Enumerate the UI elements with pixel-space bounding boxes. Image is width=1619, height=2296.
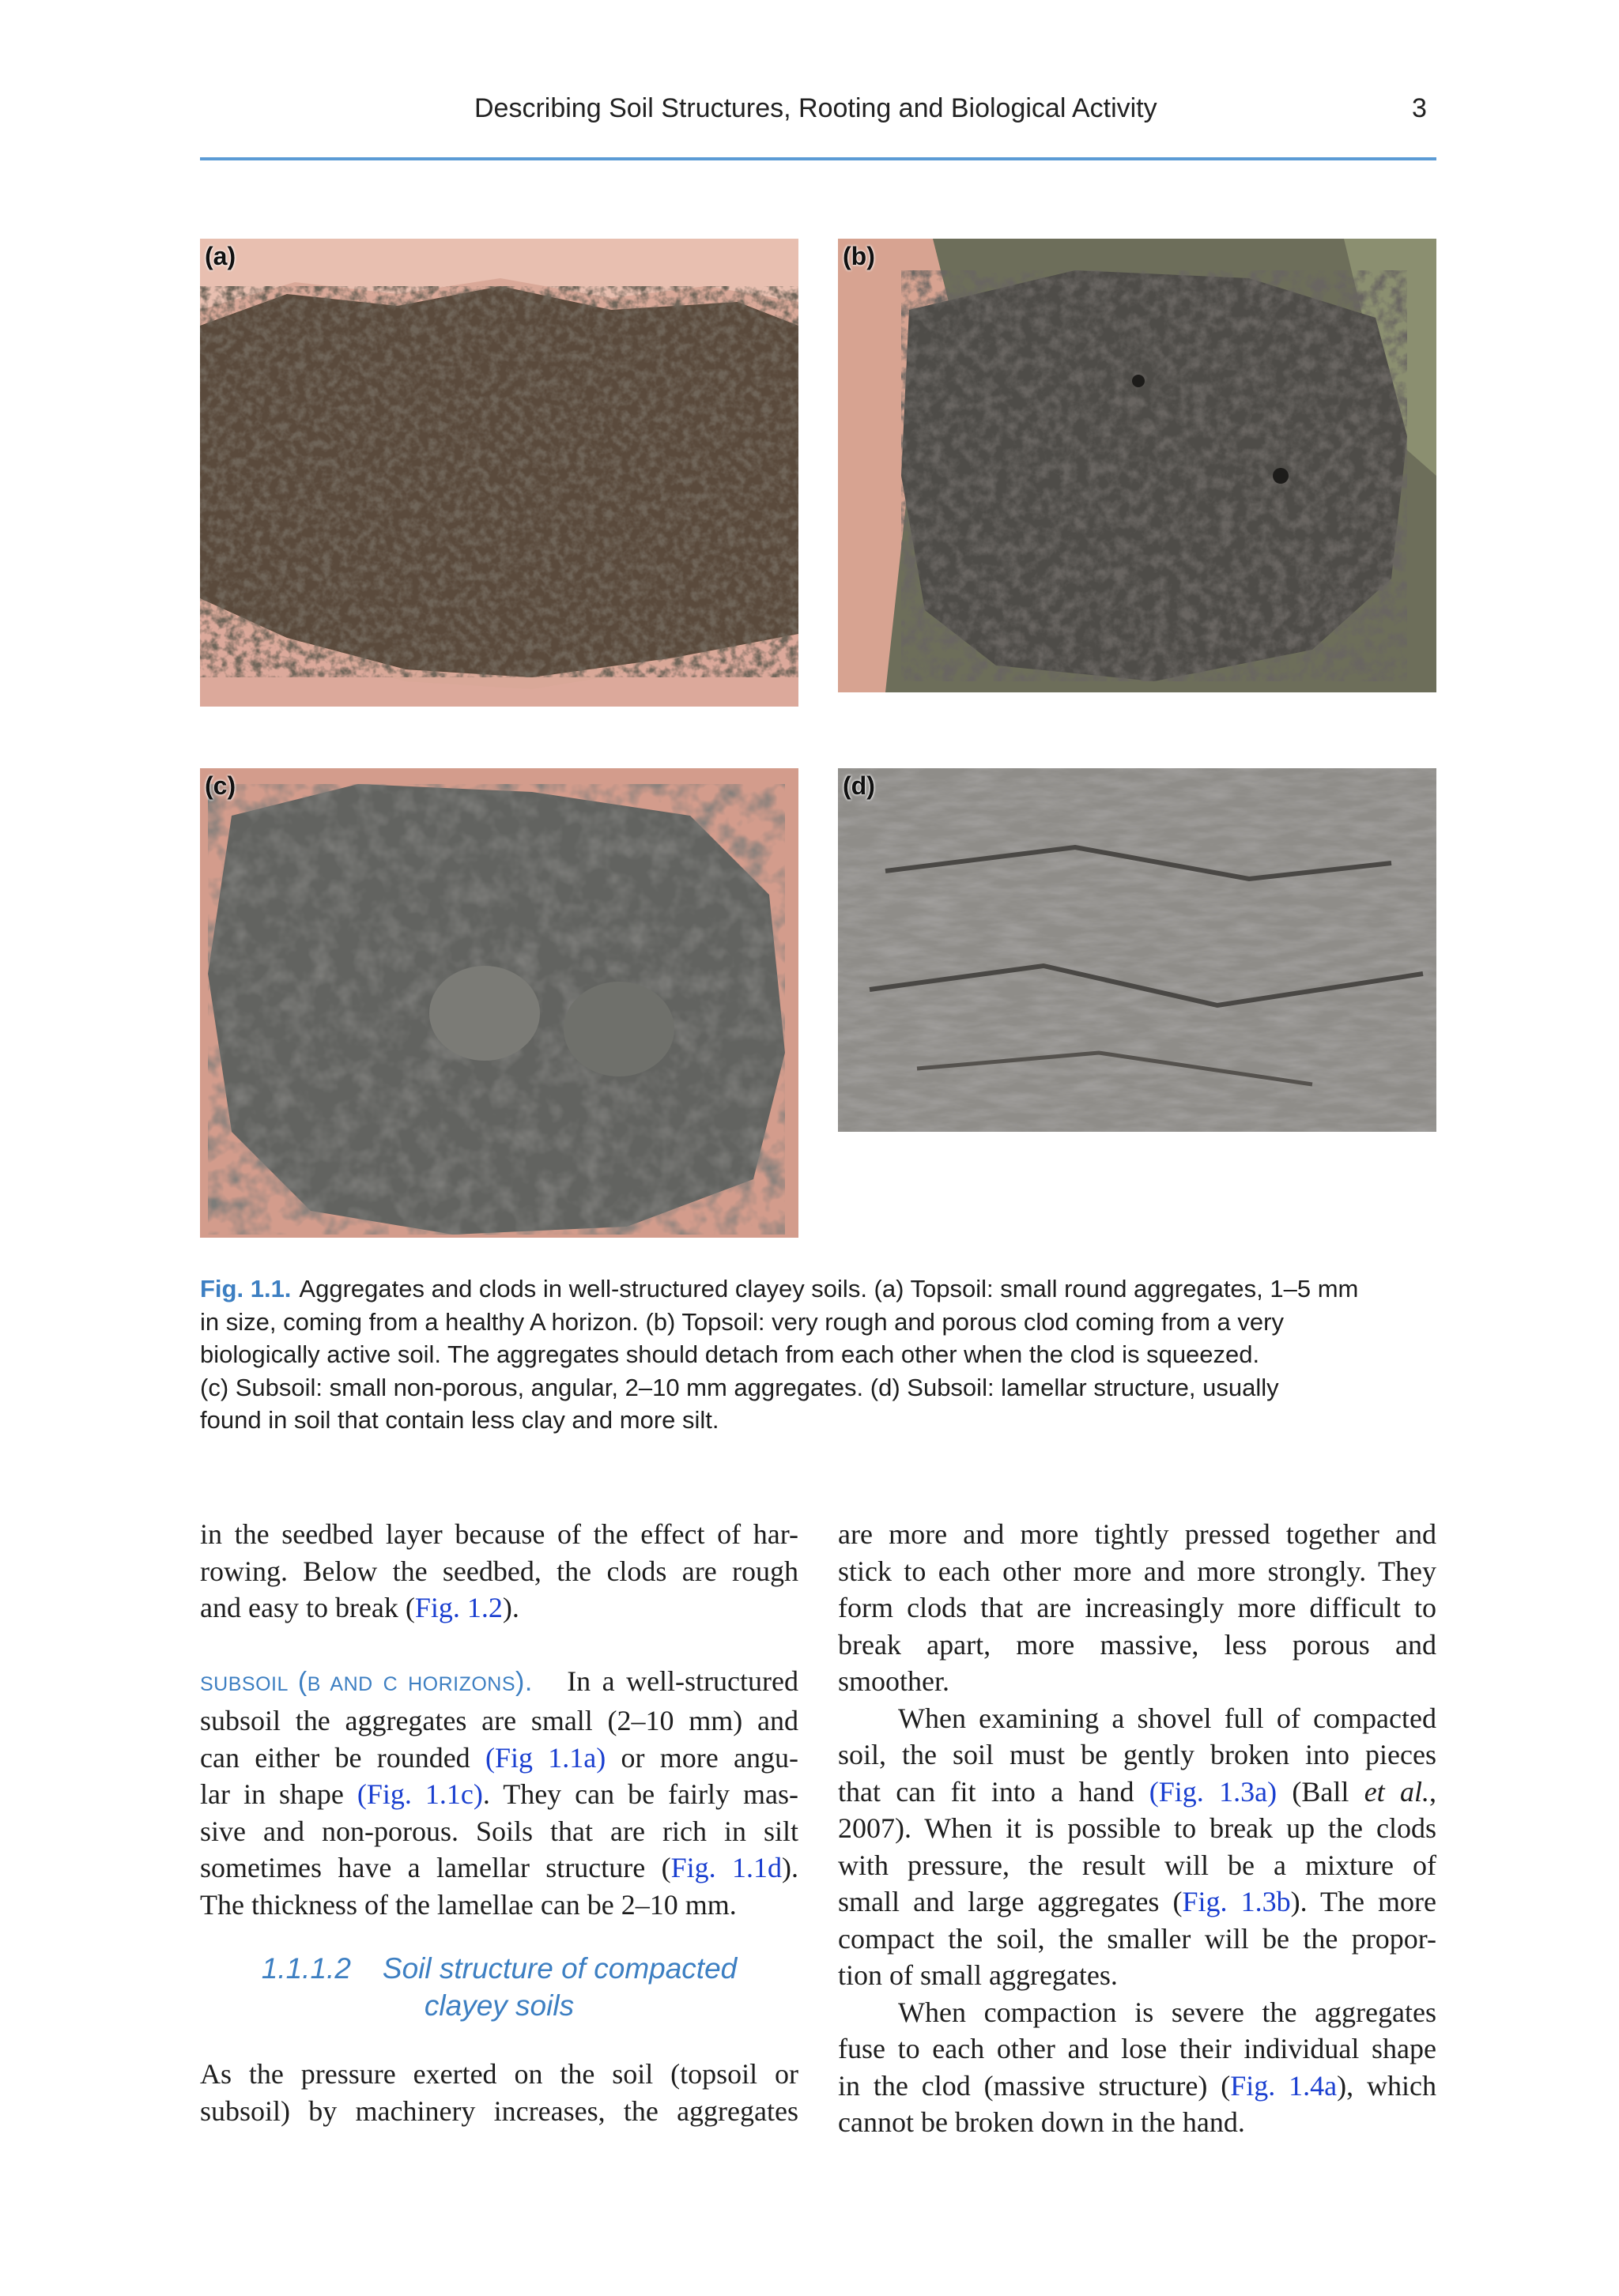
figure-link[interactable]: (Fig. 1.3a)	[1149, 1775, 1277, 1808]
body-line: in the seedbed layer because of the effect of har-	[200, 1518, 798, 1550]
section-heading	[200, 1950, 798, 2024]
body-text-italic: et al.	[1364, 1775, 1429, 1808]
text-column-right	[838, 1516, 1436, 2141]
body-text: ), which	[1337, 2069, 1437, 2102]
body-text: in the clod (massive structure) (	[838, 2069, 1231, 2102]
body-line: with pressure, the result will be a mixture of	[838, 1849, 1436, 1881]
body-line: The thickness of the lamellae can be 2–10 mm.	[200, 1888, 737, 1921]
figure-link[interactable]: Fig. 1.1d	[670, 1852, 782, 1883]
body-text: sometimes have a lamellar structure (	[200, 1852, 671, 1883]
body-line: fuse to each other and lose their individual shape	[838, 2033, 1436, 2064]
panel-label-d: (d)	[843, 771, 875, 800]
figure-link[interactable]: (Fig 1.1a)	[485, 1741, 606, 1774]
panel-label-c: (c)	[205, 771, 236, 800]
figure-caption-label: Fig. 1.1.	[200, 1275, 292, 1303]
body-line: As the pressure exerted on the soil (topsoil or	[200, 2058, 798, 2090]
body-text: In a well-structured	[567, 1665, 798, 1697]
panel-label-b: (b)	[843, 242, 875, 270]
body-line: stick to each other more and more strongly. They	[838, 1555, 1436, 1587]
body-line: When examining a shovel full of compacted	[898, 1702, 1436, 1734]
subsoil-heading: SUBSOIL (B AND C HORIZONS).	[200, 1666, 533, 1697]
caption-line: (c) Subsoil: small non-porous, angular, 2–10 mm aggregates. (d) Subsoil: lamellar structure, usually	[200, 1373, 1279, 1401]
body-line: cannot be broken down in the hand.	[838, 2106, 1245, 2138]
page-number: 3	[1412, 93, 1427, 123]
body-line: break apart, more massive, less porous and	[838, 1628, 1436, 1661]
body-text: ). The more	[1290, 1886, 1437, 1917]
figure-photo-d	[838, 768, 1436, 1132]
header-divider	[200, 157, 1436, 160]
running-header-title: Describing Soil Structures, Rooting and Biological Activity	[474, 93, 1157, 123]
body-text: . They can be fairly mas-	[482, 1778, 798, 1810]
body-text: small and large aggregates (	[838, 1886, 1183, 1917]
panel-label-a: (a)	[205, 242, 236, 270]
figure-link[interactable]: (Fig. 1.1c)	[357, 1778, 483, 1810]
figure-link[interactable]: Fig. 1.2	[414, 1592, 503, 1623]
body-line: compact the soil, the smaller will be the propor-	[838, 1922, 1436, 1955]
figure-photo-c	[200, 768, 798, 1238]
body-line: smoother.	[838, 1665, 949, 1697]
body-line: sive and non-porous. Soils that are rich in silt	[200, 1815, 798, 1847]
body-text: ,	[1429, 1775, 1436, 1808]
section-title: Soil structure of compacted	[382, 1952, 738, 1985]
body-text: and easy to break (	[200, 1592, 415, 1623]
body-line: When compaction is severe the aggregates	[898, 1996, 1436, 2028]
figure-link[interactable]: Fig. 1.3b	[1182, 1886, 1291, 1917]
caption-line: found in soil that contain less clay and more silt.	[200, 1406, 719, 1434]
body-text: can either be rounded	[200, 1741, 485, 1774]
body-line: 2007). When it is possible to break up the clods	[838, 1812, 1436, 1844]
caption-line: biologically active soil. The aggregates should detach from each other when the clod is squeezed.	[200, 1340, 1260, 1368]
body-line: subsoil) by machinery increases, the aggregates	[200, 2094, 798, 2127]
body-text: lar in shape	[200, 1778, 357, 1810]
body-text: ).	[782, 1852, 798, 1883]
figure-photo-a	[200, 239, 798, 707]
body-line: are more and more tightly pressed together and	[838, 1518, 1436, 1550]
section-number: 1.1.1.2	[261, 1952, 351, 1985]
figure-caption	[200, 1272, 1441, 1437]
section-title: clayey soils	[424, 1989, 575, 2022]
text-column-left	[200, 1516, 798, 2129]
body-text: that can fit into a hand	[838, 1775, 1149, 1808]
caption-line: in size, coming from a healthy A horizon. (b) Topsoil: very rough and porous clod coming from a very	[200, 1307, 1284, 1336]
subsoil-paragraph-start	[200, 1663, 798, 1703]
caption-line: Aggregates and clods in well-structured clayey soils. (a) Topsoil: small round aggregates, 1–5 mm	[299, 1275, 1359, 1303]
body-line: subsoil the aggregates are small (2–10 mm) and	[200, 1705, 798, 1736]
body-line: soil, the soil must be gently broken into pieces	[838, 1739, 1436, 1770]
body-line: rowing. Below the seedbed, the clods are rough	[200, 1555, 798, 1587]
body-text: (Ball	[1277, 1775, 1364, 1808]
figure-link[interactable]: Fig. 1.4a	[1230, 2069, 1338, 2102]
body-text: ).	[502, 1592, 519, 1623]
figure-photo-b	[838, 239, 1436, 692]
body-line: form clods that are increasingly more difficult to	[838, 1592, 1436, 1623]
body-line: tion of small aggregates.	[838, 1959, 1118, 1991]
body-text: or more angu-	[606, 1741, 798, 1774]
